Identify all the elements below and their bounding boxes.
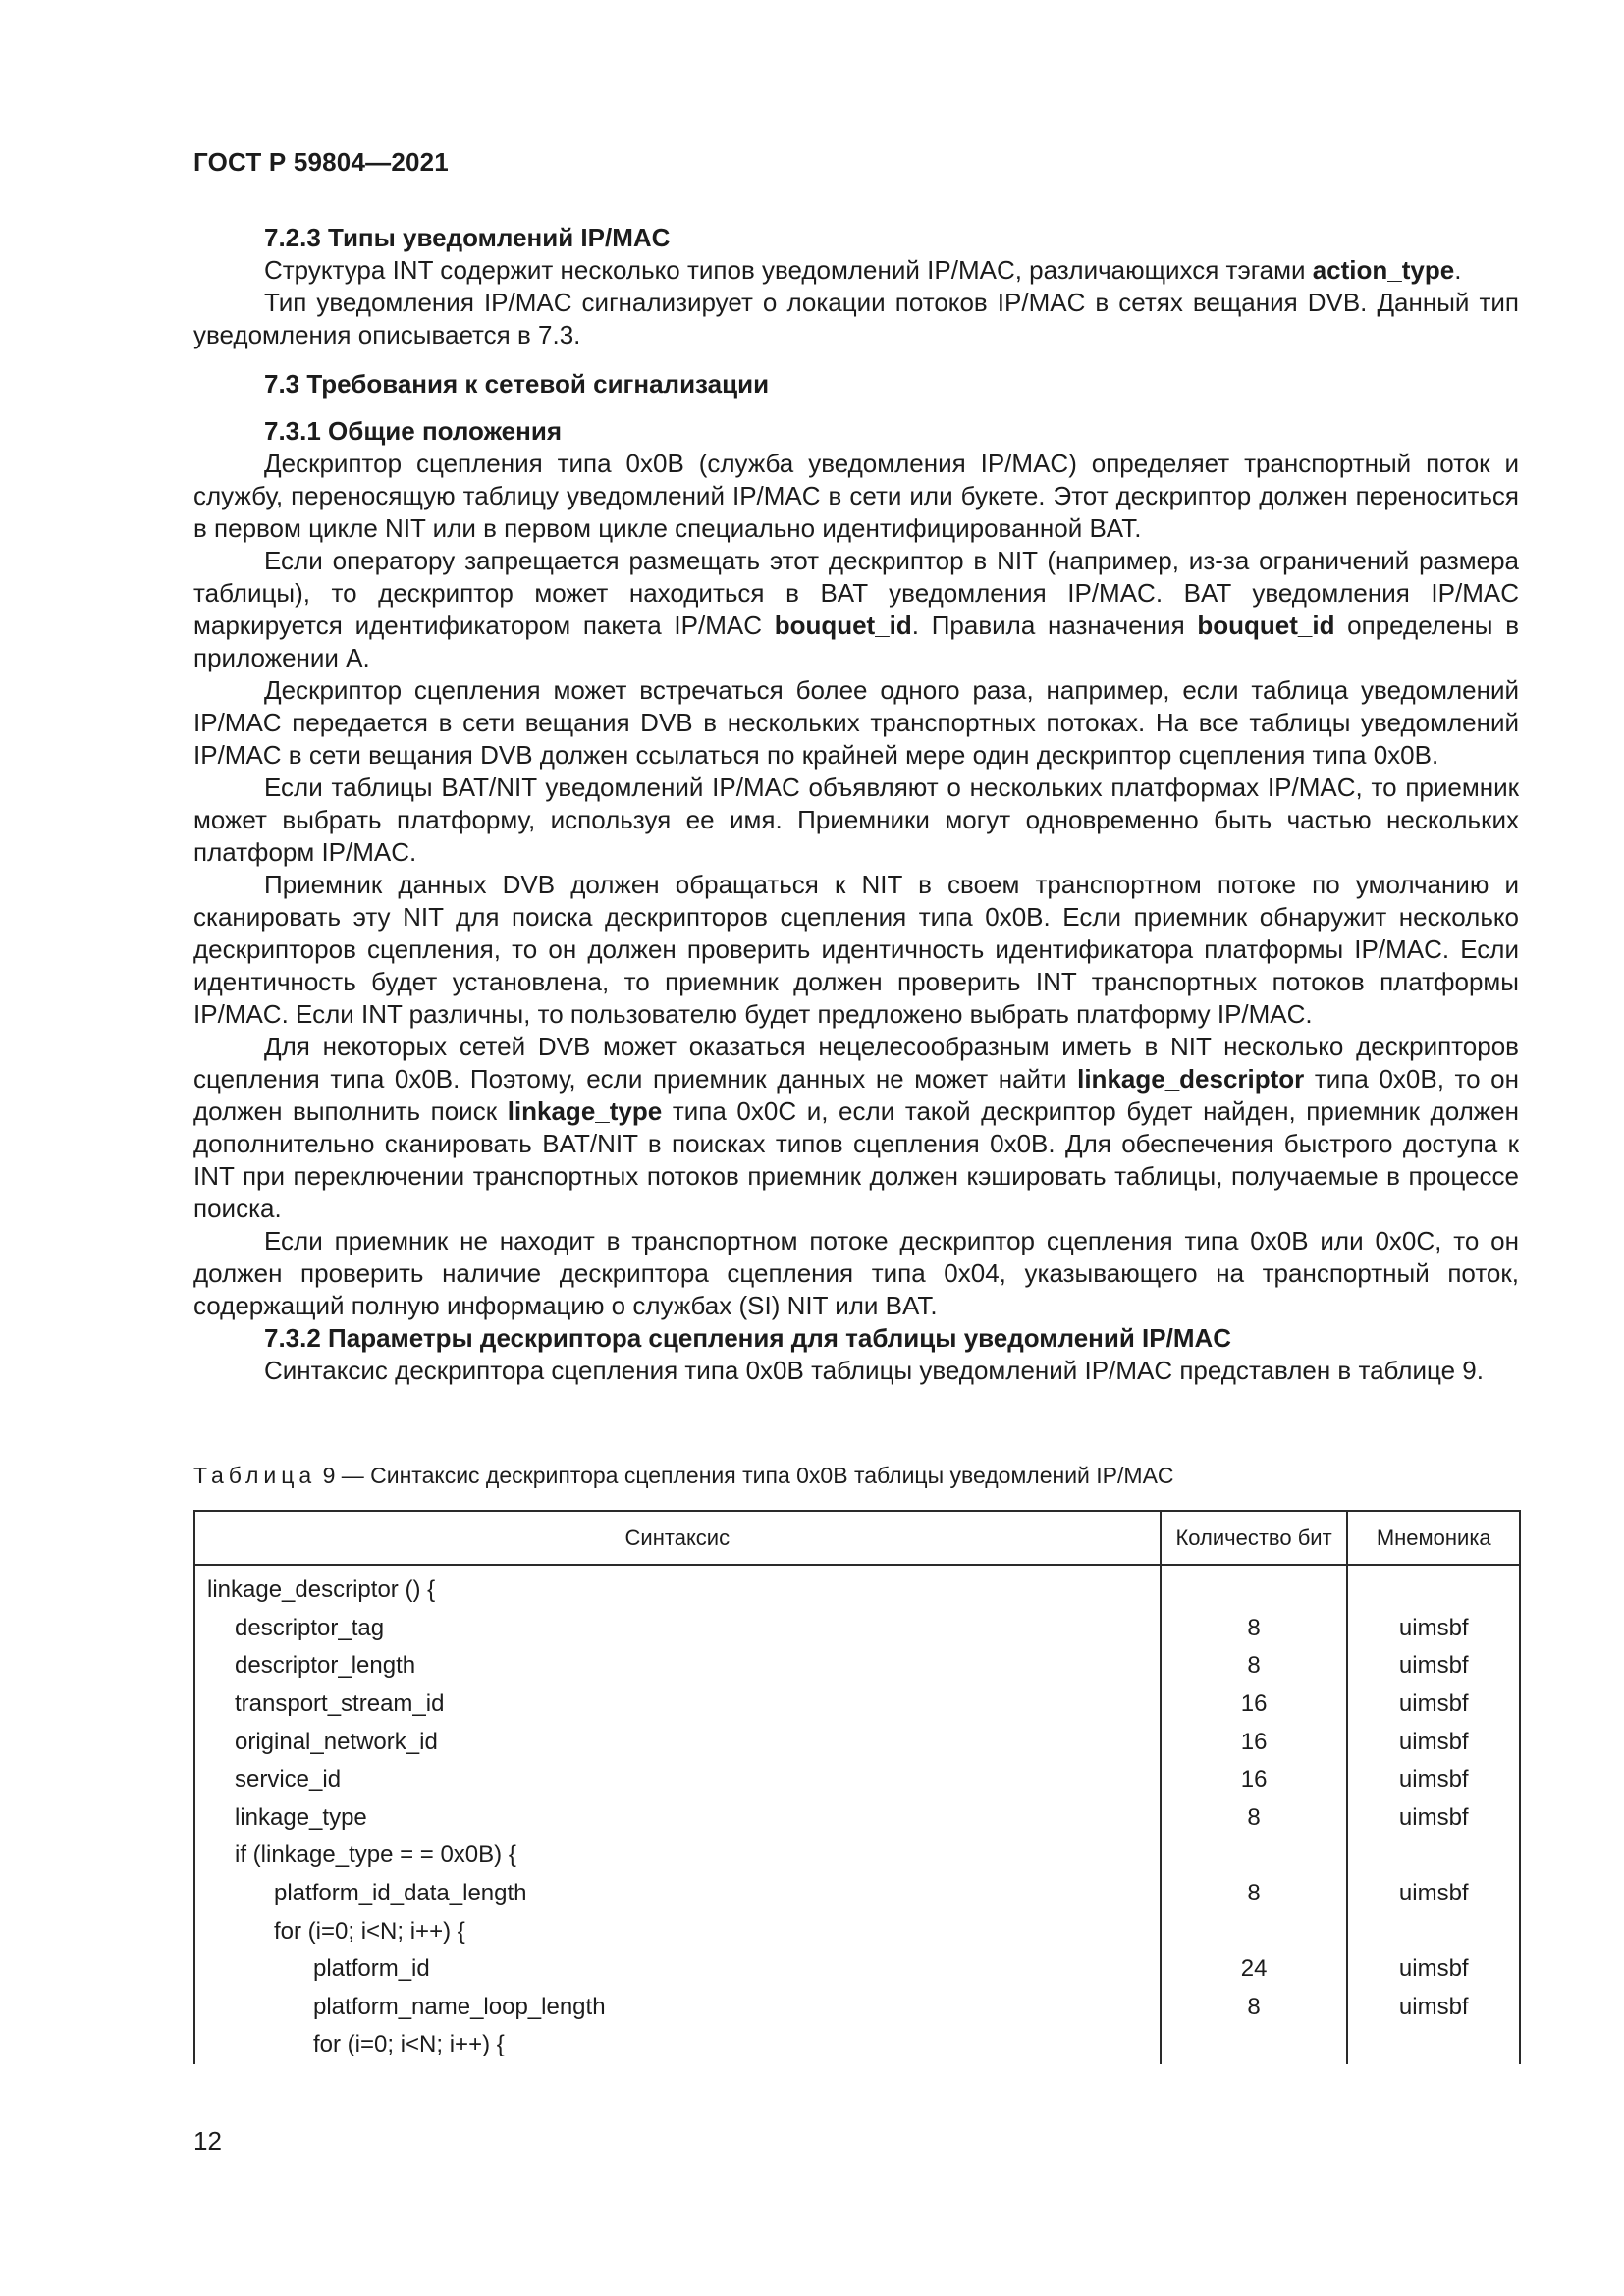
bits-cell: 8 [1161,1989,1348,2027]
bits-cell: 16 [1161,1723,1348,1761]
table-body [194,1565,1520,2064]
mnemonic-cell [1347,1837,1520,1875]
syntax-cell: original_network_id [194,1723,1161,1761]
paragraph [193,448,1519,545]
text-run: Если приемник не находит в транспортном потоке дескриптор сцепления типа 0x0B или 0x0C, то он должен проверить наличие дескриптора сцепления типа 0x04, указывающего на транспортный поток, содержащий полную информацию о службах (SI) NIT или BAT. [193,1226,1519,1320]
mnemonic-cell [1347,1565,1520,1610]
table-row [194,2026,1520,2064]
table-row [194,1799,1520,1838]
mnemonic-cell: uimsbf [1347,1989,1520,2027]
text-run: Синтаксис дескриптора сцепления типа 0x0B таблицы уведомлений IP/MAC представлен в таблице 9. [264,1356,1484,1385]
paragraph [193,545,1519,674]
paragraph [193,254,1519,287]
syntax-cell: for (i=0; i<N; i++) { [194,2026,1161,2064]
bits-cell [1161,1837,1348,1875]
table-row [194,1989,1520,2027]
syntax-cell: descriptor_tag [194,1610,1161,1648]
table-row [194,1950,1520,1989]
table-row [194,1685,1520,1724]
bold-term: linkage_type [507,1096,663,1126]
syntax-cell: platform_id [194,1950,1161,1989]
syntax-table [193,1510,1521,2064]
syntax-cell: platform_name_loop_length [194,1989,1161,2027]
text-run: . Правила назначения [911,611,1198,640]
mnemonic-cell: uimsbf [1347,1685,1520,1724]
text-run: . [1454,255,1462,285]
paragraph [193,869,1519,1031]
syntax-cell: platform_id_data_length [194,1875,1161,1913]
bits-cell: 16 [1161,1761,1348,1799]
table-row [194,1610,1520,1648]
syntax-cell: for (i=0; i<N; i++) { [194,1912,1161,1950]
section-heading: 7.3.1 Общие положения [264,416,562,446]
syntax-cell: descriptor_length [194,1647,1161,1685]
mnemonic-cell [1347,2026,1520,2064]
bits-cell [1161,1565,1348,1610]
mnemonic-cell: uimsbf [1347,1647,1520,1685]
table-row [194,1912,1520,1950]
bold-term: bouquet_id [774,611,912,640]
mnemonic-cell: uimsbf [1347,1761,1520,1799]
table-header-row [194,1511,1520,1565]
table-row [194,1761,1520,1799]
mnemonic-cell: uimsbf [1347,1799,1520,1838]
text-run: Дескриптор сцепления может встречаться более одного раза, например, если таблица уведомлений IP/MAC передается в сети вещания DVB в нескольких транспортных потоках. На все таблицы уведомлений IP/MAC в сети вещания DVB должен ссылаться по крайней мере один дескриптор сцепления типа 0x0B. [193,675,1519,770]
paragraph [193,1031,1519,1225]
page-number: 12 [193,2126,222,2156]
bold-term: linkage_descriptor [1077,1064,1305,1094]
paragraph [193,1225,1519,1322]
text-run: Если таблицы BAT/NIT уведомлений IP/MAC объявляют о нескольких платформах IP/MAC, то приемник может выбрать платформу, используя ее имя. Приемники могут одновременно быть частью нескольких платформ IP/MAC. [193,773,1519,867]
syntax-cell: linkage_descriptor () { [194,1565,1161,1610]
text-run: определены в приложении А. [193,611,1520,672]
table-row [194,1875,1520,1913]
text-run: Дескриптор сцепления типа 0x0B (служба уведомления IP/MAC) определяет транспортный поток и службу, переносящую таблицу уведомлений IP/MAC в сети или букете. Этот дескриптор должен переноситься в первом цикле NIT или в первом цикле специально идентифицированной BAT. [193,449,1519,543]
bits-cell: 8 [1161,1610,1348,1648]
text-run: Структура INT содержит несколько типов уведомлений IP/MAC, различающихся тэгами [264,255,1313,285]
document-header: ГОСТ Р 59804—2021 [193,147,449,177]
section-heading: 7.3.2 Параметры дескриптора сцепления для таблицы уведомлений IP/MAC [264,1323,1232,1353]
text-run: Если оператору запрещается размещать этот дескриптор в NIT (например, из-за ограничений размера таблицы), то дескриптор может находиться в BAT уведомления IP/MAC. BAT уведомления IP/MAC маркируется идентификатором пакета IP/MAC [193,546,1519,640]
text-run: типа 0x0C и, если такой дескриптор будет найден, приемник должен дополнительно сканировать BAT/NIT в поисках типов сцепления 0x0B. Для обеспечения быстрого доступа к INT при переключении транспортных потоков приемник должен кэшировать таблицы, получаемые в процессе поиска. [193,1096,1519,1223]
table-row [194,1723,1520,1761]
body-text [193,222,1519,1387]
table-caption-label: Таблица [193,1463,317,1488]
text-run: типа 0x0B, то он должен выполнить поиск [193,1064,1519,1126]
table-caption-text: 9 — Синтаксис дескриптора сцепления типа 0x0B таблицы уведомлений IP/MAC [322,1463,1174,1488]
header-syntax: Синтаксис [194,1511,1161,1565]
table-caption [193,1463,1174,1489]
bits-cell [1161,2026,1348,2064]
paragraph [193,287,1519,351]
bits-cell: 8 [1161,1875,1348,1913]
bold-term: action_type [1312,255,1455,285]
syntax-cell: linkage_type [194,1799,1161,1838]
header-bits: Количество бит [1161,1511,1348,1565]
bits-cell [1161,1912,1348,1950]
text-run: Тип уведомления IP/MAC сигнализирует о локации потоков IP/MAC в сетях вещания DVB. Данный тип уведомления описывается в 7.3. [193,288,1519,349]
bits-cell: 24 [1161,1950,1348,1989]
table-row [194,1565,1520,1610]
text-run: Для некоторых сетей DVB может оказаться нецелесообразным иметь в NIT несколько дескрипторов сцепления типа 0x0B. Поэтому, если приемник данных не может найти [193,1032,1519,1094]
mnemonic-cell [1347,1912,1520,1950]
bold-term: bouquet_id [1197,611,1335,640]
syntax-cell: service_id [194,1761,1161,1799]
mnemonic-cell: uimsbf [1347,1723,1520,1761]
mnemonic-cell: uimsbf [1347,1950,1520,1989]
mnemonic-cell: uimsbf [1347,1875,1520,1913]
bits-cell: 8 [1161,1647,1348,1685]
syntax-cell: transport_stream_id [194,1685,1161,1724]
paragraph [193,1355,1519,1387]
text-run: Приемник данных DVB должен обращаться к NIT в своем транспортном потоке по умолчанию и сканировать эту NIT для поиска дескрипторов сцепления типа 0x0B. Если приемник обнаружит несколько дескрипторов сцепления, то он должен проверить идентичность идентификатора платформы IP/MAC. Если идентичность будет установлена, то приемник должен проверить INT транспортных потоков платформы IP/MAC. Если INT различны, то пользователю будет предложено выбрать платформу IP/MAC. [193,870,1519,1029]
table-row [194,1837,1520,1875]
paragraph [193,772,1519,869]
section-heading: 7.2.3 Типы уведомлений IP/MAC [264,223,671,252]
bits-cell: 16 [1161,1685,1348,1724]
paragraph [193,674,1519,772]
syntax-cell: if (linkage_type = = 0x0B) { [194,1837,1161,1875]
table-row [194,1647,1520,1685]
header-mnemonic: Мнемоника [1347,1511,1520,1565]
bits-cell: 8 [1161,1799,1348,1838]
mnemonic-cell: uimsbf [1347,1610,1520,1648]
section-heading: 7.3 Требования к сетевой сигнализации [264,369,770,399]
